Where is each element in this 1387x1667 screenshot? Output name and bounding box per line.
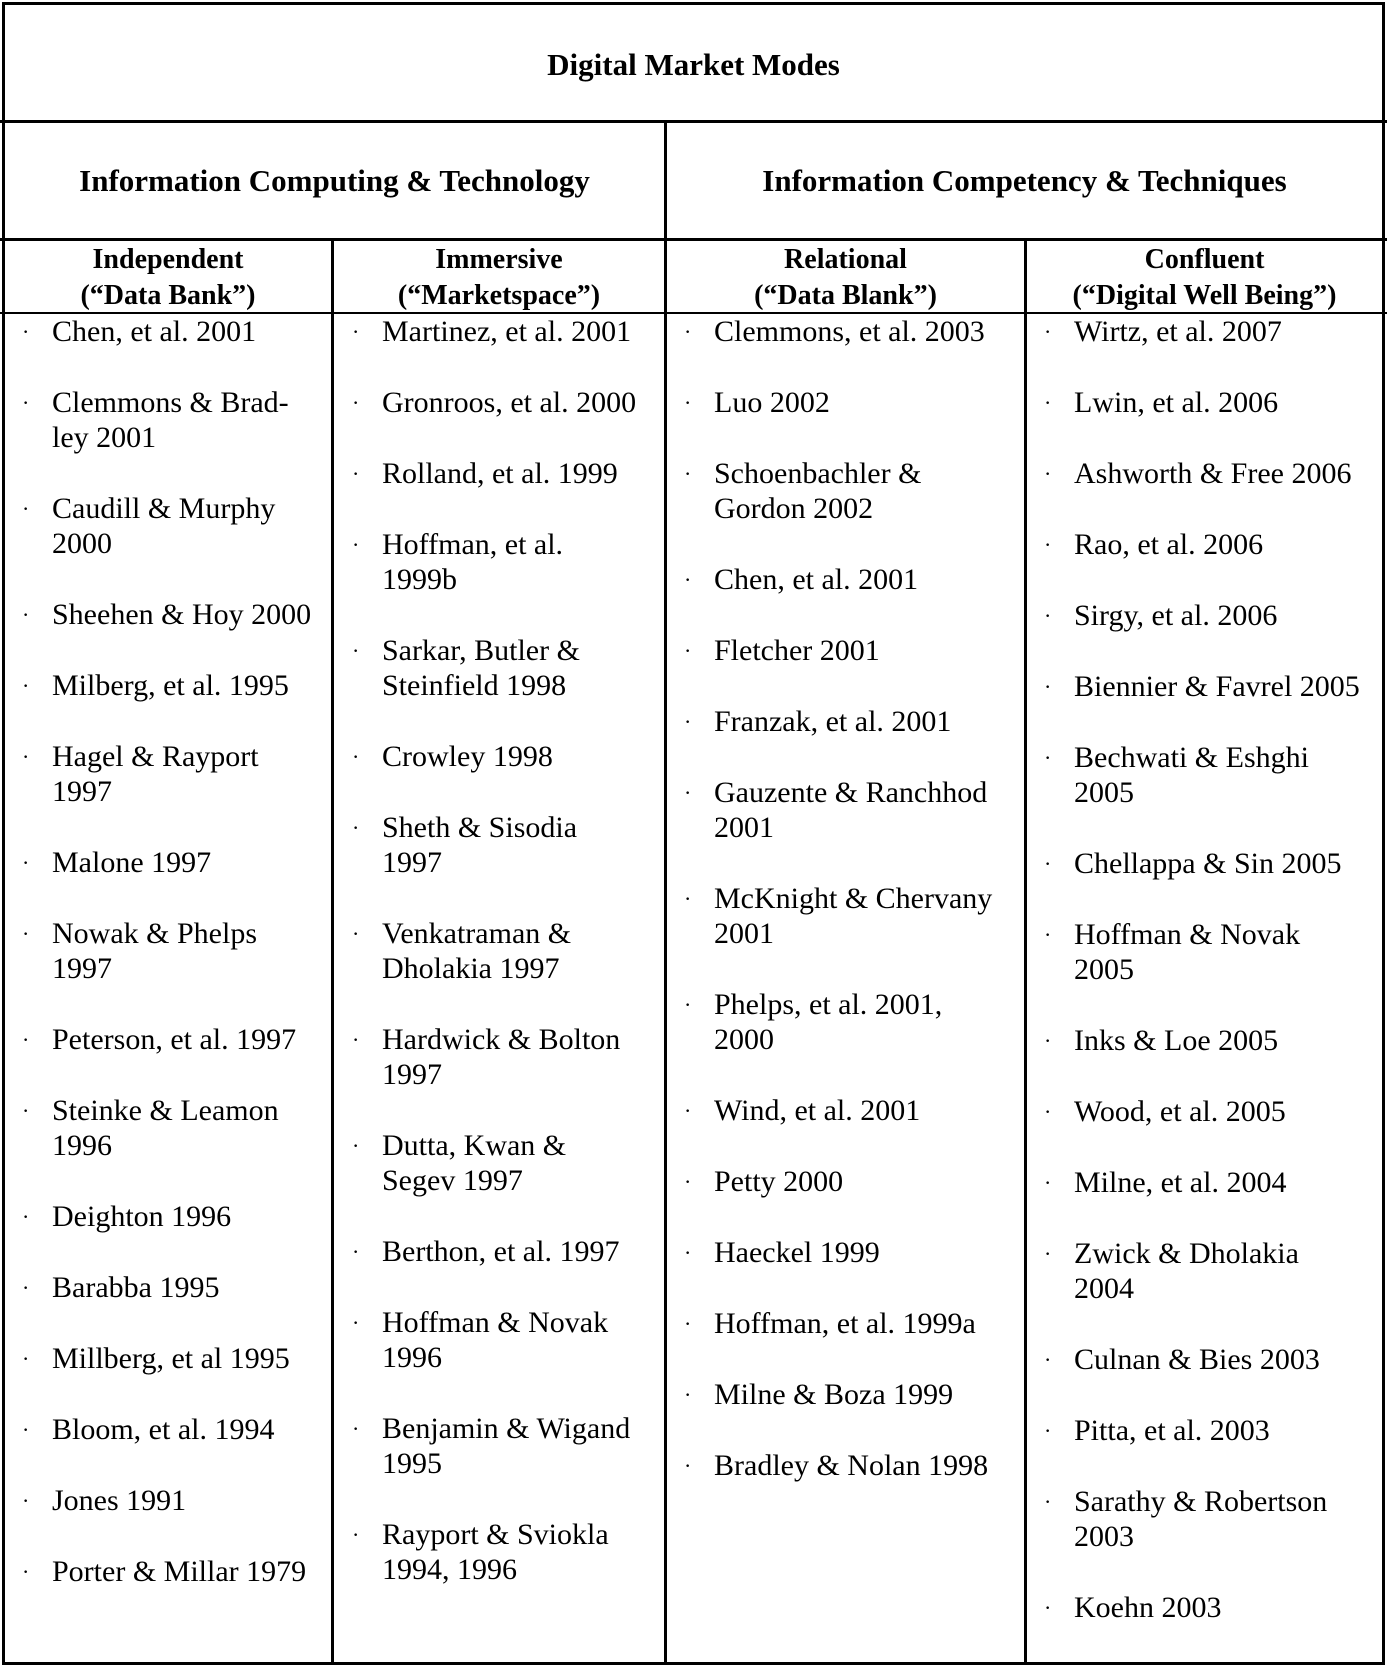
citation-text: 2000 [52,527,112,560]
bullet-icon: · [1044,603,1052,628]
bullet-icon: · [1044,851,1052,876]
citation-text: Lwin, et al. 2006 [1074,386,1279,419]
bullet-icon: · [684,638,692,663]
citation-text: Hoffman & Novak [382,1306,609,1339]
citation-text: 1999b [382,563,457,596]
citation-text: Gordon 2002 [714,492,874,525]
table-title: Digital Market Modes [547,47,840,82]
bullet-icon: · [684,319,692,344]
bullet-icon: · [22,1346,30,1371]
divider-group-split [664,120,667,1665]
citation-text: Hoffman, et al. 1999a [714,1307,976,1340]
citation-text: 2001 [714,917,774,950]
citation-text: Hardwick & Bolton [382,1023,621,1056]
citation-text: Schoenbachler & [714,457,922,490]
citation-text: 1996 [52,1129,112,1162]
divider-groups [0,238,1387,241]
bullet-icon: · [22,1488,30,1513]
bullet-icon: · [684,567,692,592]
citation-text: 1994, 1996 [382,1553,517,1586]
citation-text: Deighton 1996 [52,1200,232,1233]
bullet-icon: · [352,390,360,415]
citation-text: Biennier & Favrel 2005 [1074,670,1360,703]
citation-text: Petty 2000 [714,1165,844,1198]
citation-text: 2003 [1074,1520,1134,1553]
citation-text: Wood, et al. 2005 [1074,1095,1286,1128]
citation-text: Hoffman & Novak [1074,918,1301,951]
citation-text: Caudill & Murphy [52,492,276,525]
citation-text: Chen, et al. 2001 [714,563,919,596]
bullet-icon: · [1044,1241,1052,1266]
bullet-icon: · [684,992,692,1017]
citation-text: Franzak, et al. 2001 [714,705,952,738]
bullet-icon: · [1044,461,1052,486]
bullet-icon: · [684,886,692,911]
citation-text: Bechwati & Eshghi [1074,741,1309,774]
citation-text: Porter & Millar 1979 [52,1555,307,1588]
bullet-icon: · [1044,745,1052,770]
citation-text: Wind, et al. 2001 [714,1094,921,1127]
citation-text: Pitta, et al. 2003 [1074,1414,1270,1447]
citation-text: Sheehen & Hoy 2000 [52,598,312,631]
citation-text: Hoffman, et al. [382,528,564,561]
citation-text: Steinke & Leamon [52,1094,279,1127]
column-heading-immersive [334,242,664,314]
bullet-icon: · [22,1559,30,1584]
citation-text: Martinez, et al. 2001 [382,315,632,348]
bullet-icon: · [352,532,360,557]
bullet-icon: · [352,1133,360,1158]
citation-text: Gronroos, et al. 2000 [382,386,637,419]
bullet-icon: · [1044,674,1052,699]
bullet-icon: · [22,1417,30,1442]
citation-text: Rayport & Sviokla [382,1518,609,1551]
column-heading-sublabel: (“Data Blank”) [754,280,937,311]
citation-text: Sarkar, Butler & [382,634,580,667]
citation-text: ley 2001 [52,421,157,454]
bullet-icon: · [22,921,30,946]
citation-text: Culnan & Bies 2003 [1074,1343,1320,1376]
bullet-icon: · [1044,1595,1052,1620]
citation-text: Jones 1991 [52,1484,187,1517]
citation-text: Sirgy, et al. 2006 [1074,599,1278,632]
citation-text: Koehn 2003 [1074,1591,1222,1624]
citation-text: 1997 [382,1058,442,1091]
column-heading-relational [667,242,1024,314]
bullet-icon: · [22,319,30,344]
column-heading-label: Immersive [435,244,563,275]
bullet-icon: · [352,1416,360,1441]
bullet-icon: · [1044,1099,1052,1124]
bullet-icon: · [684,1240,692,1265]
bullet-icon: · [22,1098,30,1123]
divider-col3 [1024,238,1027,1665]
bullet-icon: · [22,1275,30,1300]
citation-text: Gauzente & Ranchhod [714,776,988,809]
citation-text: Zwick & Dholakia [1074,1237,1299,1270]
citation-text: McKnight & Chervany [714,882,993,915]
bullet-icon: · [1044,1028,1052,1053]
bullet-icon: · [684,1311,692,1336]
bullet-icon: · [1044,319,1052,344]
citation-text: Benjamin & Wigand [382,1412,631,1445]
group-heading-competency: Information Competency & Techniques [762,162,1287,198]
bullet-icon: · [22,673,30,698]
bullet-icon: · [352,1522,360,1547]
citation-text: Dholakia 1997 [382,952,560,985]
divider-col1 [331,238,334,1665]
bullet-icon: · [1044,1170,1052,1195]
bullet-icon: · [684,1382,692,1407]
citation-text: Steinfield 1998 [382,669,567,702]
column-heading-independent [5,242,331,314]
bullet-icon: · [684,1098,692,1123]
citation-text: 1997 [52,775,112,808]
bullet-icon: · [1044,1489,1052,1514]
column-heading-label: Relational [784,244,907,275]
bullet-icon: · [22,390,30,415]
citation-text: Milne & Boza 1999 [714,1378,954,1411]
citation-text: Clemmons & Brad- [52,386,289,419]
citation-text: Fletcher 2001 [714,634,880,667]
citation-text: Barabba 1995 [52,1271,220,1304]
bullet-icon: · [352,1310,360,1335]
bullet-icon: · [22,1204,30,1229]
column-heading-sublabel: (“Marketspace”) [397,280,601,311]
citation-text: Milberg, et al. 1995 [52,669,289,702]
bullet-icon: · [22,744,30,769]
citation-text: Rao, et al. 2006 [1074,528,1264,561]
column-heading-confluent [1027,242,1382,314]
citation-text: 2001 [714,811,774,844]
citation-text: Luo 2002 [714,386,830,419]
group-heading-computing: Information Computing & Technology [79,162,590,198]
citation-text: 1995 [382,1447,442,1480]
citation-text: 1996 [382,1341,442,1374]
citation-text: Crowley 1998 [382,740,553,773]
citation-text: Millberg, et al 1995 [52,1342,290,1375]
bullet-icon: · [352,461,360,486]
column-heading-label: Independent [92,244,244,275]
citation-text: Bloom, et al. 1994 [52,1413,275,1446]
citation-text: Nowak & Phelps [52,917,257,950]
citation-text: Milne, et al. 2004 [1074,1166,1287,1199]
citation-text: Rolland, et al. 1999 [382,457,618,490]
citation-text: Peterson, et al. 1997 [52,1023,297,1056]
citation-text: Segev 1997 [382,1164,523,1197]
citation-text: Inks & Loe 2005 [1074,1024,1279,1057]
bullet-icon: · [352,815,360,840]
citation-text: 1997 [382,846,442,879]
bullet-icon: · [22,1027,30,1052]
citation-text: Clemmons, et al. 2003 [714,315,985,348]
bullet-icon: · [1044,922,1052,947]
citation-text: 2000 [714,1023,774,1056]
bullet-icon: · [352,921,360,946]
bullet-icon: · [352,744,360,769]
citation-text: Dutta, Kwan & [382,1129,567,1162]
column-heading-label: Confluent [1144,244,1265,275]
bullet-icon: · [684,780,692,805]
bullet-icon: · [684,1453,692,1478]
citation-text: Hagel & Rayport [52,740,259,773]
citation-text: 1997 [52,952,112,985]
bullet-icon: · [684,709,692,734]
citation-text: Haeckel 1999 [714,1236,880,1269]
citation-text: 2005 [1074,953,1134,986]
bullet-icon: · [352,1239,360,1264]
column-heading-sublabel: (“Digital Well Being”) [1072,280,1337,311]
bullet-icon: · [1044,390,1052,415]
bullet-icon: · [684,1169,692,1194]
citation-text: Phelps, et al. 2001, [714,988,943,1021]
citation-text: Wirtz, et al. 2007 [1074,315,1282,348]
bullet-icon: · [22,496,30,521]
bullet-icon: · [684,390,692,415]
citation-text: Bradley & Nolan 1998 [714,1449,989,1482]
citation-text: Malone 1997 [52,846,212,879]
bullet-icon: · [1044,532,1052,557]
bullet-icon: · [1044,1418,1052,1443]
citation-text: Chen, et al. 2001 [52,315,257,348]
citation-text: Venkatraman & [382,917,572,950]
bullet-icon: · [1044,1347,1052,1372]
bullet-icon: · [22,850,30,875]
citation-text: Berthon, et al. 1997 [382,1235,620,1268]
bullet-icon: · [684,461,692,486]
citation-text: Sarathy & Robertson [1074,1485,1328,1518]
bullet-icon: · [22,602,30,627]
column-heading-sublabel: (“Data Bank”) [80,280,256,311]
citation-text: Sheth & Sisodia [382,811,578,844]
bullet-icon: · [352,1027,360,1052]
bullet-icon: · [352,319,360,344]
citation-text: Ashworth & Free 2006 [1074,457,1352,490]
citation-text: 2005 [1074,776,1134,809]
citation-text: 2004 [1074,1272,1134,1305]
citation-text: Chellappa & Sin 2005 [1074,847,1342,880]
bullet-icon: · [352,638,360,663]
